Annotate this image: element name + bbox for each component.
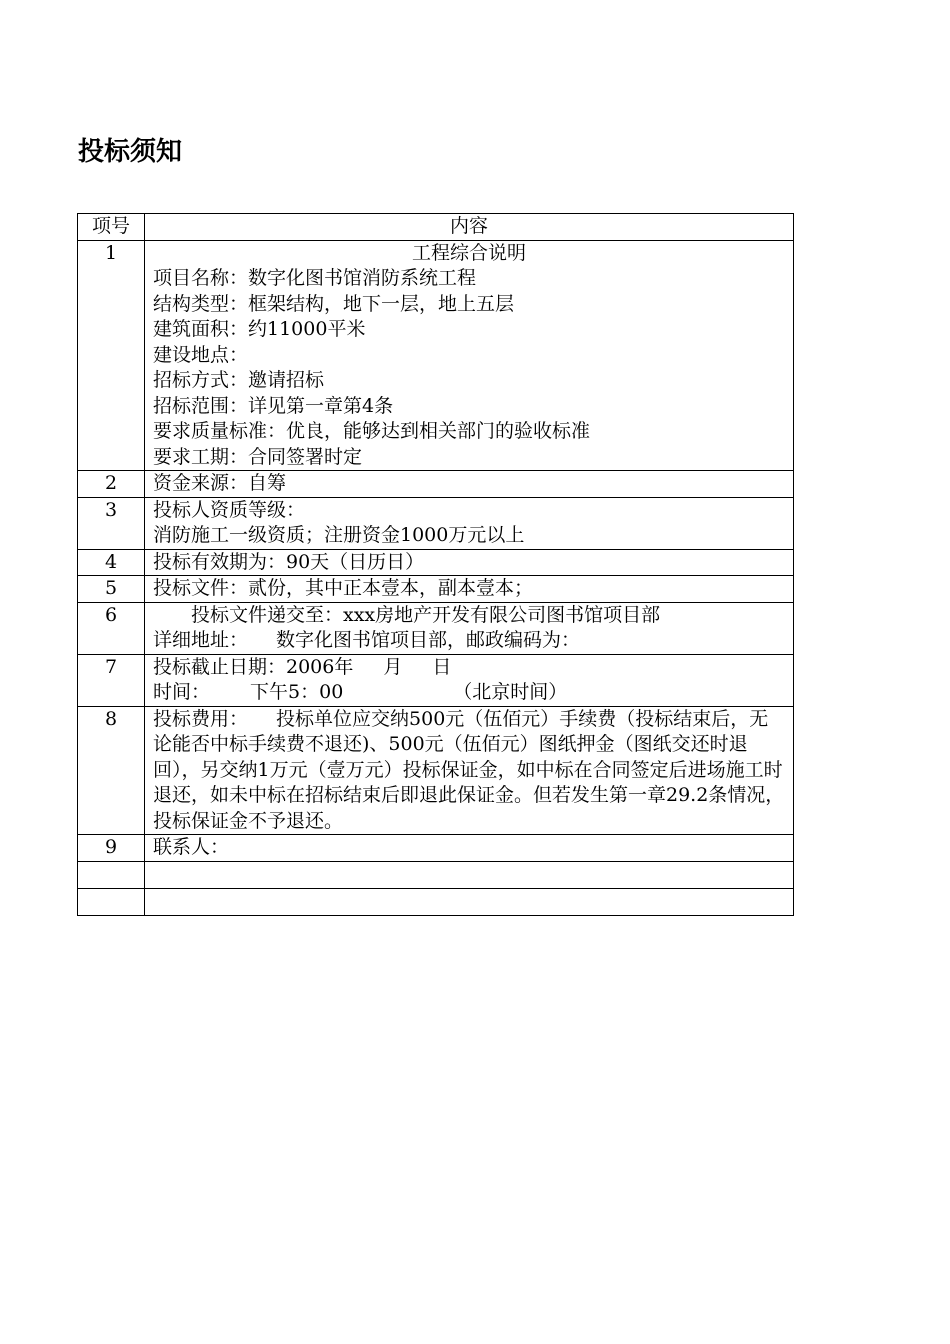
contact-person: 联系人： [145,835,794,862]
bidding-method: 招标方式：邀请招标 [153,369,325,391]
bid-validity: 投标有效期为：90天（日历日） [145,549,794,576]
row-content [145,654,794,706]
table-row [78,654,794,706]
qualification-label: 投标人资质等级： [153,498,306,521]
row-number: 2 [78,471,145,498]
row-number: 1 [78,240,145,471]
qualification-detail: 消防施工一级资质；注册资金1000万元以上 [153,524,525,546]
timezone-note: （北京时间） [453,681,568,703]
row-number: 4 [78,549,145,576]
deadline-time-value: 下午5：00 [250,681,344,703]
header-item-number: 项号 [78,214,145,241]
structure-type: 结构类型：框架结构，地下一层，地上五层 [153,292,515,315]
deadline-date-label: 投标截止日期：2006年 [153,655,354,678]
address-value: 数字化图书馆项目部，邮政编码为： [276,629,581,651]
empty-cell [145,861,794,888]
row-number: 6 [78,602,145,654]
quality-standard: 要求质量标准：优良，能够达到相关部门的验收标准 [153,420,591,442]
empty-row [78,861,794,888]
detailed-address [153,628,785,654]
construction-period: 要求工期：合同签署时定 [153,445,363,468]
bidding-notice-table [77,213,794,916]
row-content [145,602,794,654]
table-row [78,471,794,498]
table-header-row [78,214,794,241]
deadline-month: 月 [383,655,403,678]
table-row [78,240,794,471]
deadline-day: 日 [432,655,452,678]
address-label: 详细地址： [153,629,249,651]
deadline-date [153,655,785,681]
row-number: 3 [78,497,145,549]
bidding-fees [145,706,794,835]
bidding-scope: 招标范围：详见第一章第4条 [153,394,394,417]
construction-site: 建设地点： [153,343,249,366]
section-heading: 工程综合说明 [411,241,526,264]
deadline-time-label: 时间： [153,681,211,703]
row-number: 7 [78,654,145,706]
empty-cell [78,861,145,888]
fees-label: 投标费用： [153,707,249,730]
bid-documents: 投标文件：贰份，其中正本壹本，副本壹本； [145,576,794,603]
table-row [78,549,794,576]
table-row [78,602,794,654]
deadline-time [153,680,785,706]
row-content [145,497,794,549]
row-content [145,240,794,471]
empty-cell [78,888,145,915]
table-row [78,835,794,862]
page-title: 投标须知 [78,137,183,167]
fees-text: 投标单位应交纳500元（伍佰元）手续费（投标结束后，无论能否中标手续费不退还)、500元（伍佰元）图纸押金（图纸交还时退回），另交纳1万元（壹万元）投标保证金，如中标在合同签定后进场施工时退还，如未中标在招标结束后即退此保证金。但若发生第一章29.2条情况，投标保证金不予退还。 [153,707,785,832]
building-area: 建筑面积：约11000平米 [153,318,366,340]
row-number: 5 [78,576,145,603]
submission-location: 投标文件递交至：xxx房地产开发有限公司图书馆项目部 [191,603,661,626]
funding-source: 资金来源：自筹 [145,471,794,498]
table-row [78,576,794,603]
empty-row [78,888,794,915]
project-name: 项目名称：数字化图书馆消防系统工程 [153,267,477,289]
empty-cell [145,888,794,915]
row-number: 8 [78,706,145,835]
table-row [78,497,794,549]
header-content: 内容 [145,214,794,241]
row-number: 9 [78,835,145,862]
table-row [78,706,794,835]
